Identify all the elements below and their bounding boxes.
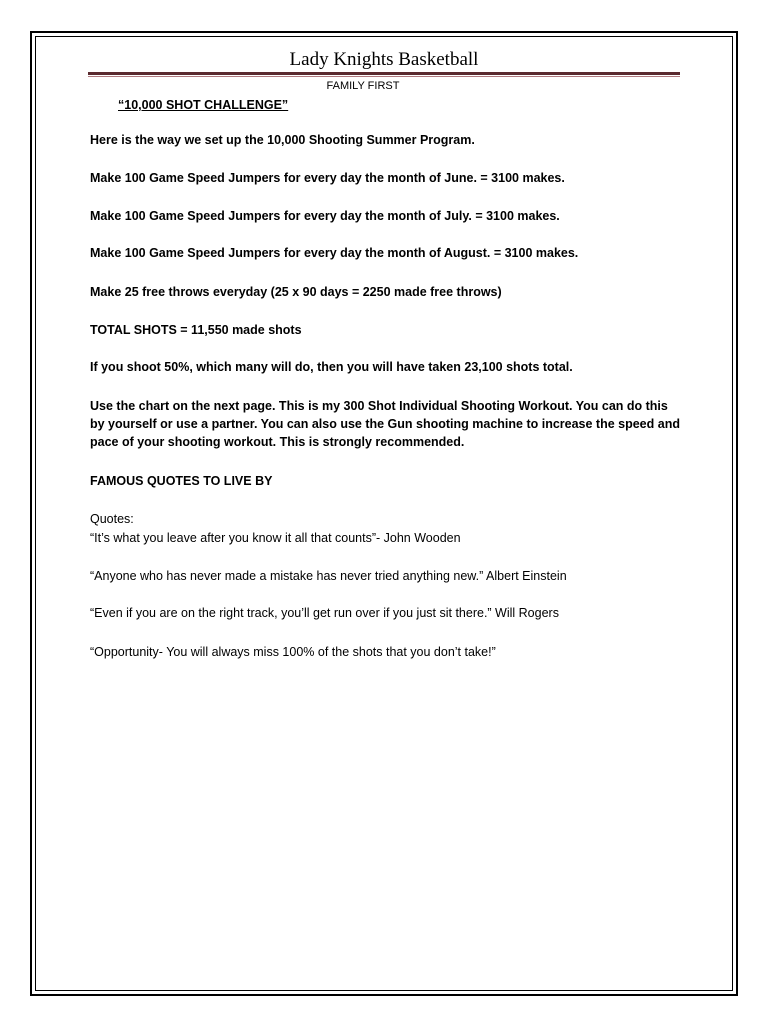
- quotes-label: Quotes:: [90, 512, 134, 526]
- quotes-heading: FAMOUS QUOTES TO LIVE BY: [90, 474, 273, 488]
- challenge-title: “10,000 SHOT CHALLENGE”: [118, 98, 289, 112]
- chart-note-paragraph: Use the chart on the next page. This is my 300 Shot Individual Shooting Workout. You can do this by yourself or use a partner. You can also use the Gun shooting machine to increase the speed and pace of your shooting workout. This is strongly recommended.: [90, 399, 680, 449]
- percent-paragraph: If you shoot 50%, which many will do, then you will have taken 23,100 shots total.: [90, 360, 573, 374]
- intro-paragraph: Here is the way we set up the 10,000 Shooting Summer Program.: [90, 133, 475, 147]
- document-title: Lady Knights Basketball: [289, 49, 479, 70]
- header-rule: [88, 72, 680, 75]
- august-paragraph: Make 100 Game Speed Jumpers for every day the month of August. = 3100 makes.: [90, 246, 579, 260]
- total-shots-paragraph: TOTAL SHOTS = 11,550 made shots: [90, 323, 302, 337]
- header-rule-accent: [88, 76, 680, 77]
- quote-item: “It’s what you leave after you know it all that counts”- John Wooden: [90, 531, 461, 545]
- free-throws-paragraph: Make 25 free throws everyday (25 x 90 days = 2250 made free throws): [90, 285, 502, 299]
- june-paragraph: Make 100 Game Speed Jumpers for every day the month of June. = 3100 makes.: [90, 171, 565, 185]
- document-subtitle: FAMILY FIRST: [326, 80, 400, 92]
- quote-item: “Anyone who has never made a mistake has never tried anything new.” Albert Einstein: [90, 569, 567, 583]
- quote-item: “Even if you are on the right track, you’ll get run over if you just sit there.” Will Rogers: [90, 606, 559, 620]
- july-paragraph: Make 100 Game Speed Jumpers for every day the month of July. = 3100 makes.: [90, 209, 560, 223]
- quote-item: “Opportunity- You will always miss 100% of the shots that you don’t take!”: [90, 645, 496, 659]
